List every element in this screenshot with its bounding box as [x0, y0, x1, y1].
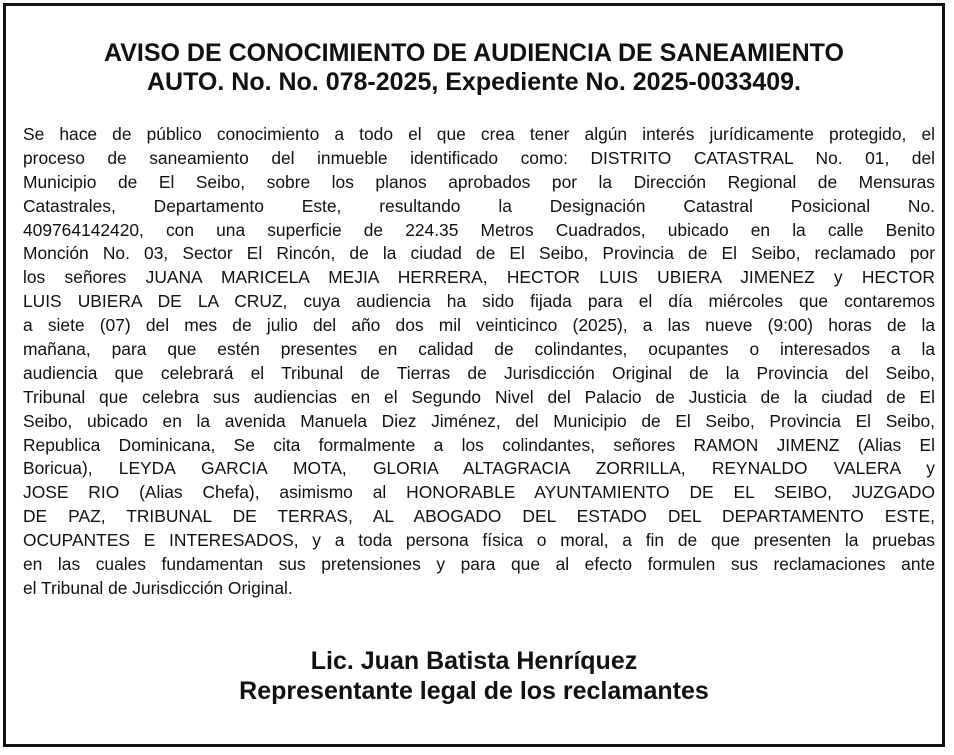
body-line: JOSE RIO (Alias Chefa), asimismo al HONORABLE AYUNTAMIENTO DE EL SEIBO, JUZGADO	[23, 482, 935, 503]
notice-frame	[3, 3, 945, 747]
body-line: Seibo, ubicado en la avenida Manuela Diez Jiménez, del Municipio de El Seibo, Provincia El Seibo,	[23, 410, 935, 431]
body-line: Boricua), LEYDA GARCIA MOTA, GLORIA ALTAGRACIA ZORRILLA, REYNALDO VALERA y	[23, 458, 935, 479]
body-line: audiencia que celebrará el Tribunal de Tierras de Jurisdicción Original de la Provincia del Seibo,	[23, 362, 935, 383]
signature-role: Representante legal de los reclamantes	[239, 677, 709, 705]
body-line: Tribunal que celebra sus audiencias en el Segundo Nivel del Palacio de Justicia de la ciudad de El	[23, 386, 935, 407]
body-line: LUIS UBIERA DE LA CRUZ, cuya audiencia ha sido fijada para el día miércoles que contaremos	[23, 291, 935, 312]
body-line: a siete (07) del mes de julio del año dos mil veinticinco (2025), a las nueve (9:00) horas de la	[23, 315, 935, 336]
body-line: 409764142420, con una superficie de 224.35 Metros Cuadrados, ubicado en la calle Benito	[23, 219, 935, 240]
body-line: los señores JUANA MARICELA MEJIA HERRERA, HECTOR LUIS UBIERA JIMENEZ y HECTOR	[23, 267, 935, 288]
notice-title-line-1: AVISO DE CONOCIMIENTO DE AUDIENCIA DE SANEAMIENTO	[104, 39, 844, 67]
notice-title	[6, 39, 942, 97]
body-line: Republica Dominicana, Se cita formalmente a los colindantes, señores RAMON JIMENZ (Alias El	[23, 434, 935, 455]
body-line: Municipio de El Seibo, sobre los planos aprobados por la Dirección Regional de Mensuras	[23, 171, 935, 192]
notice-title-line-2: AUTO. No. No. 078-2025, Expediente No. 2025-0033409.	[147, 68, 801, 96]
signature-name: Lic. Juan Batista Henríquez	[310, 647, 638, 675]
body-line: Monción No. 03, Sector El Rincón, de la ciudad de El Seibo, Provincia de El Seibo, reclamado por	[23, 243, 935, 264]
notice-body	[23, 123, 935, 601]
body-line: proceso de saneamiento del inmueble identificado como: DISTRITO CATASTRAL No. 01, del	[23, 147, 935, 168]
body-line: Se hace de público conocimiento a todo el que crea tener algún interés jurídicamente protegido, el	[23, 124, 935, 144]
body-line: DE PAZ, TRIBUNAL DE TERRAS, AL ABOGADO DEL ESTADO DEL DEPARTAMENTO ESTE,	[23, 506, 935, 527]
body-line: en las cuales fundamentan sus pretensiones y para que al efecto formulen sus reclamaciones ante	[23, 554, 935, 575]
body-line: el Tribunal de Jurisdicción Original.	[23, 577, 293, 598]
body-line: Catastrales, Departamento Este, resultando la Designación Catastral Posicional No.	[23, 195, 935, 216]
body-line: OCUPANTES E INTERESADOS, y a toda persona física o moral, a fin de que presenten la pruebas	[23, 530, 935, 551]
signature-block	[6, 646, 942, 706]
body-line: mañana, para que estén presentes en calidad de colindantes, ocupantes o interesados a la	[23, 339, 935, 360]
